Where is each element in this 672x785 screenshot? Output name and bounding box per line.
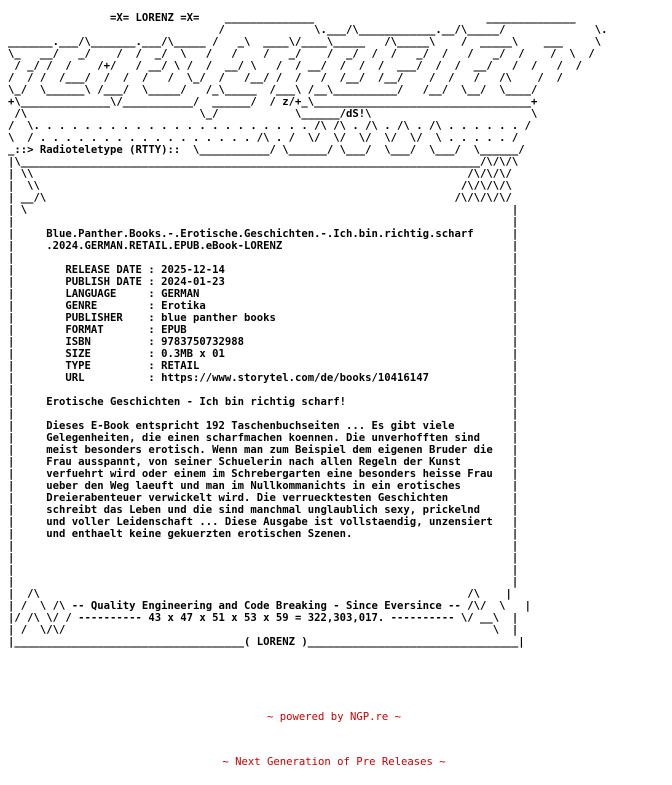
footer-tagline: ~ Next Generation of Pre Releases ~ [222, 756, 446, 768]
nfo-ascii-art: =X= LORENZ =X= ______________ ______________ / \.___/\____________.__/\_____/ \. _______.___/\_______.___/\_____ / _\ ____\/____\_____ /\_____\ / _____\ ___ \ \_ __/ _/ / / _/ \ / / / _/ / _/ / / _/ / / _/ / / \ / / _/ / / /+/ / __/ \ / / __/ \ / / __/ / / / ___/ / / __/ / / / / / / / /___/ / / / / \_/ / /__/ / / / /__/ /__/ / / / /\ / / \_/ \______\ /___/ \_____/ /_\_____ /___\ /__\__________/ /__/ \__/ \____/ +\______________\/___________/ ______/ / z/+_\__________________________________+ /\ \_/ \______/dS!\ \ / \. . . . . . . . . . . . . . . . . . . . . . /\ /\ . /\ . /\ . /\ . . . . . . / \ / . . . . . . . . . . . . . . . . . /\ . / \/ \/ \/ \/ \/ \ . . . . . / _::> Radioteletype (RTTY):: \___________/ \______/ \___/ \___/ \___/ \______/ |\________________________________________________________________________/\/\/\ | \\ /\/\/\/ | \\ /\/\/\/\ | __/\ /\/\/\/\/ | \ | | | | Blue.Panther.Books.-.Erotische.Geschichten.-.Ich.bin.richtig.scharf | | .2024.GERMAN.RETAIL.EPUB.eBook-LORENZ | | | | RELEASE DATE : 2025-12-14 | | PUBLISH DATE : 2024-01-23 | | LANGUAGE : GERMAN | | GENRE : Erotika | | PUBLISHER : blue panther books | | FORMAT : EPUB | | ISBN : 9783750732988 | | SIZE : 0.3MB x 01 | | TYPE : RETAIL | | URL : https://www.storytel.com/de/books/10416147 | | | | Erotische Geschichten - Ich bin richtig scharf! | | | | Dieses E-Book entspricht 192 Taschenbuchseiten ... Es gibt viele | | Gelegenheiten, die einen scharfmachen koennen. Die unverhofften sind | | meist besonders erotisch. Wenn man zum Beispiel dem eigenen Bruder die | | Frau ausspannt, von seiner Schuelerin nach allen Regeln der Kunst | | verfuehrt wird oder einem im Schrebergarten eine besonders heisse Frau | | ueber den Weg laeuft und man im Nullkommanichts in ein erotisches | | Dreierabenteuer verwickelt wird. Die verruecktesten Geschichten | | schreibt das Leben und die sind manchmal unglaublich sexy, prickelnd | | und voller Leidenschaft ... Diese Ausgabe ist vollstaendig, unzensiert | | und enthaelt keine gekuerzten erotischen Szenen. | | | | | | | | | | /\ /\ | | / \ /\ -- Quality Engineering and Code Breaking - Since Eversince -- /\/ \ | |/ /\ \/ / ---------- 43 x 47 x 51 x 53 x 59 = 322,303,017. ---------- \/ __\ | | / \/\/ \ | |____________________________________( LORENZ )_________________________________| [8, 12, 608, 648]
footer-credits [0, 680, 672, 785]
footer-powered-by: ~ powered by NGP.re ~ [267, 711, 401, 723]
